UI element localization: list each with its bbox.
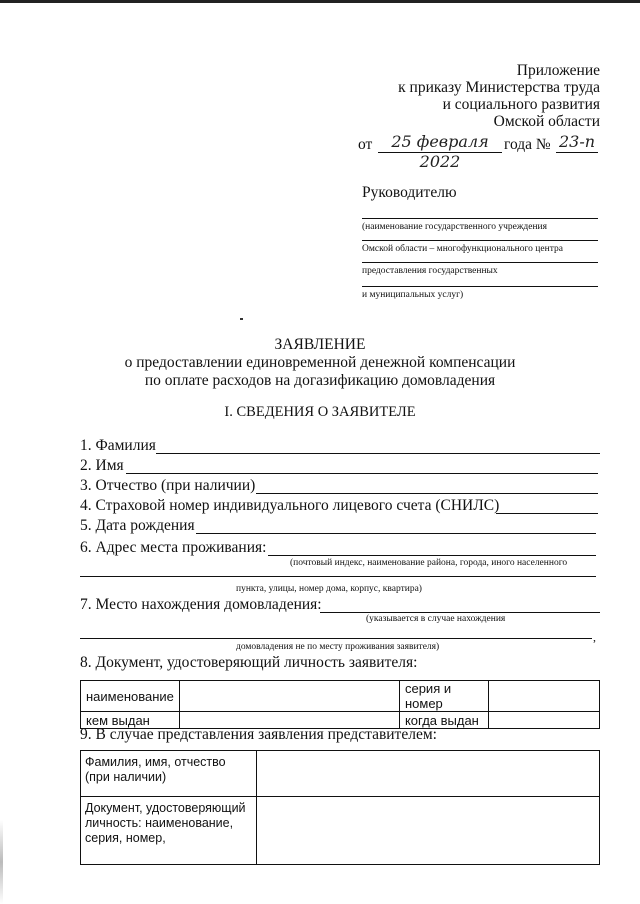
recipient-line [362,218,598,219]
document-title: ЗАЯВЛЕНИЕ [274,336,366,353]
field-birthdate [80,517,596,535]
address-input-line-2[interactable] [80,576,596,577]
field-surname [80,437,600,455]
birthdate-input-line[interactable] [196,533,596,534]
recipient-note: предоставления государственных [362,266,498,276]
property-input-line-2[interactable] [80,638,592,639]
field-name [80,457,598,475]
order-date-handwritten: 25 февраля 2022 [378,132,502,153]
snils-input-line[interactable] [496,513,598,514]
annex-line: к приказу Министерства труда [398,79,600,96]
field-representative [80,726,600,744]
patronymic-input-line[interactable] [256,493,598,494]
recipient-line [362,262,598,263]
recipient-title: Руководителю [362,184,457,201]
recipient-line [362,286,598,287]
field-label: 3. Отчество (при наличии) [80,477,256,494]
surname-input-line[interactable] [156,453,600,454]
property-note: (указывается в случае нахождения [366,614,506,624]
representative-table [80,750,600,865]
order-year-word: года № [504,136,551,153]
rep-document-input[interactable] [256,797,599,865]
scan-top-edge [0,0,640,3]
address-input-line[interactable] [268,555,596,556]
table-cell-label: когда выдан [399,712,488,729]
order-date-line [358,132,600,171]
section-heading: I. СВЕДЕНИЯ О ЗАЯВИТЕЛЕ [224,404,416,420]
field-label: 1. Фамилия [80,437,156,454]
order-prefix: от [358,136,373,153]
recipient-note: (наименование государственного учреждения [362,222,547,232]
field-label: 9. В случае представления заявления представителем: [80,726,437,743]
table-row [81,751,600,797]
field-property-location [80,596,600,614]
annex-line: Омской области [493,113,600,130]
field-label: 8. Документ, удостоверяющий личность заявителя: [80,654,418,671]
scan-speck [240,318,243,320]
address-note: (почтовый индекс, наименование района, города, иного населенного [290,558,568,568]
recipient-note: и муниципальных услуг) [362,290,464,300]
doc-series-input[interactable] [488,681,599,712]
field-address [80,539,596,557]
table-row [81,797,600,865]
recipient-line [362,240,598,241]
field-patronymic [80,477,598,495]
property-comma: , [593,630,596,644]
field-label: 5. Дата рождения [80,517,195,534]
property-input-line[interactable] [320,612,600,613]
annex-block [398,62,600,130]
property-note: домовладения не по месту проживания заявителя) [236,642,440,652]
table-row [81,681,600,712]
document-subtitle-2: по оплате расходов на догазификацию домовладения [144,372,496,389]
field-identity-doc [80,654,600,672]
address-note: пункта, улицы, номер дома, корпус, квартира) [236,584,422,594]
rep-fullname-input[interactable] [256,751,599,797]
name-input-line[interactable] [126,473,598,474]
scan-left-edge [0,820,3,904]
field-label: 4. Страховой номер индивидуального лицевого счета (СНИЛС) [80,497,500,514]
document-subtitle-1: о предоставлении единовременной денежной компенсации [124,354,516,371]
order-number-handwritten: 23-п [556,132,598,153]
identity-document-table [80,680,600,729]
annex-line: Приложение [516,62,600,79]
table-cell-label: Документ, удостоверяющий личность: наименование, серия, номер, [81,797,257,865]
field-label: 7. Место нахождения домовладения: [80,596,322,613]
recipient-note: Омской области – многофункционального центра [362,244,563,254]
table-cell-label: кем выдан [81,712,180,729]
table-cell-label: Фамилия, имя, отчество (при наличии) [81,751,257,797]
field-label: 2. Имя [80,457,124,474]
table-cell-label: наименование [81,681,180,712]
annex-line: и социального развития [442,96,600,113]
field-label: 6. Адрес места проживания: [80,539,267,556]
table-cell-label: серия и номер [399,681,488,712]
doc-name-input[interactable] [179,681,399,712]
field-snils [80,497,598,515]
